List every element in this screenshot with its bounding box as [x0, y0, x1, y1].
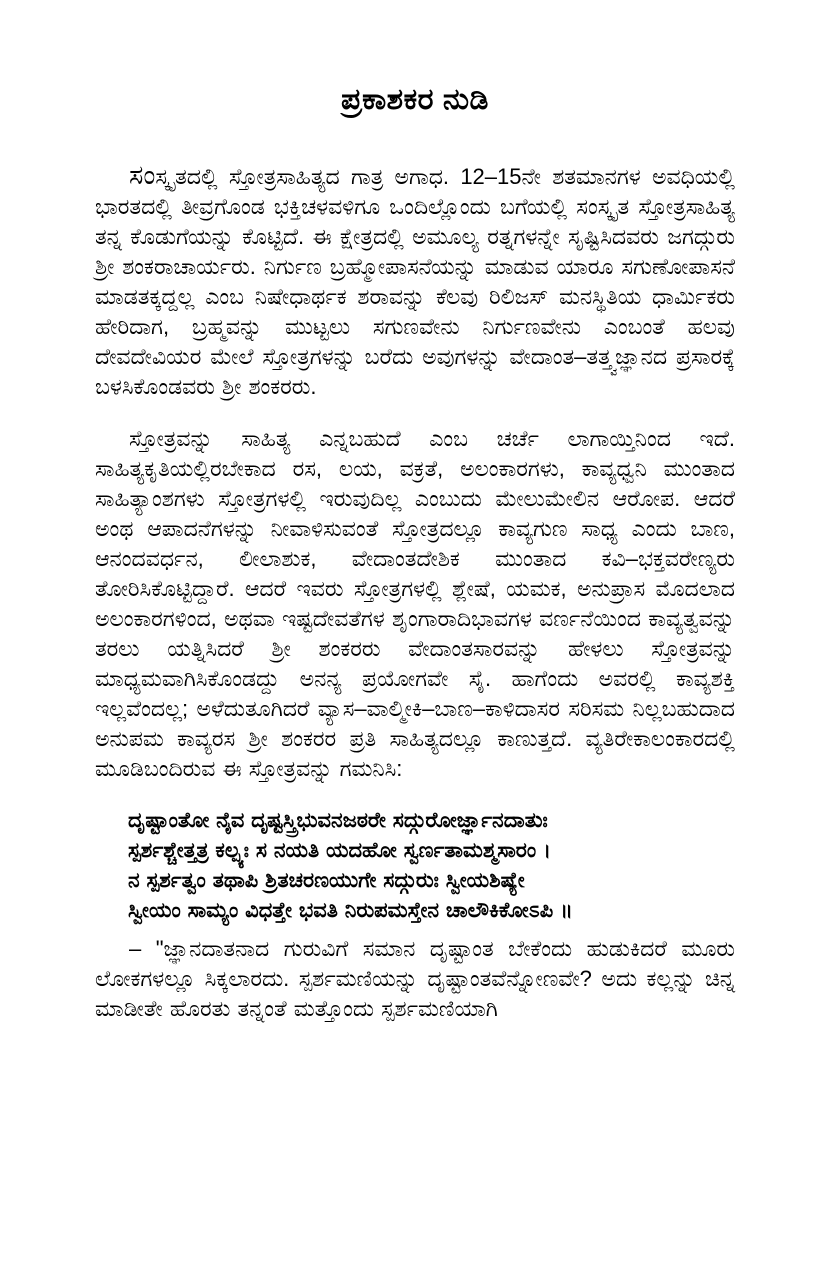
- verse-line-1: ದೃಷ್ಟಾಂತೋ ನೈವ ದೃಷ್ಟಸ್ತ್ರಿಭುವನಜಠರೇ ಸದ್ಗುರೋರ್ಜ್ಞಾನದಾತುಃ: [128, 809, 548, 832]
- page-title: ಪ್ರಕಾಶಕರ ನುಡಿ: [341, 83, 489, 116]
- paragraph-1: [95, 162, 735, 402]
- paragraph-3: – "ಜ್ಞಾನದಾತನಾದ ಗುರುವಿಗೆ ಸಮಾನ ದೃಷ್ಟಾಂತ ಬೇಕೆಂದು ಹುಡುಕಿದರೆ ಮೂರು ಲೋಕಗಳಲ್ಲೂ ಸಿಕ್ಕಲಾರದು. ಸ್ಪರ್ಶಮಣಿಯನ್ನು ದೃಷ್ಟಾಂತವೆನ್ನೋಣವೇ? ಅದು ಕಲ್ಲನ್ನು ಚಿನ್ನ ಮಾಡೀತೇ ಹೊರತು ತನ್ನಂತೆ ಮತ್ತೊಂದು ಸ್ಪರ್ಶಮಣಿಯಾಗಿ: [95, 936, 735, 1021]
- verse-line-4: ಸ್ವೀಯಂ ಸಾಮ್ಯಂ ವಿಧತ್ತೇ ಭವತಿ ನಿರುಪಮಸ್ತೇನ ಚಾಲೌಕಿಕೋಽಪಿ ॥: [128, 899, 573, 922]
- paragraph-1-text: ಸ್ಕೃತದಲ್ಲಿ ಸ್ತೋತ್ರಸಾಹಿತ್ಯದ ಗಾತ್ರ ಅಗಾಧ. 12–15ನೇ ಶತಮಾನಗಳ ಅವಧಿಯಲ್ಲಿ ಭಾರತದಲ್ಲಿ ತೀವ್ರಗೊಂಡ ಭಕ್ತಿಚಳವಳಿಗೂ ಒಂದಿಲ್ಲೊಂದು ಬಗೆಯಲ್ಲಿ ಸಂಸ್ಕೃತ ಸ್ತೋತ್ರಸಾಹಿತ್ಯ ತನ್ನ ಕೊಡುಗೆಯನ್ನು ಕೊಟ್ಟಿದೆ. ಈ ಕ್ಷೇತ್ರದಲ್ಲಿ ಅಮೂಲ್ಯ ರತ್ನಗಳನ್ನೇ ಸೃಷ್ಟಿಸಿದವರು ಜಗದ್ಗುರು ಶ್ರೀ ಶಂಕರಾಚಾರ್ಯರು. ನಿರ್ಗುಣ ಬ್ರಹ್ಮೋಪಾಸನೆಯನ್ನು ಮಾಡುವ ಯಾರೂ ಸಗುಣೋಪಾಸನೆ ಮಾಡತಕ್ಕದ್ದಲ್ಲ ಎಂಬ ನಿಷೇಧಾರ್ಥಕ ಶರಾವನ್ನು ಕೆಲವು ರಿಲಿಜಸ್ ಮನಸ್ಥಿತಿಯ ಧಾರ್ಮಿಕರು ಹೇರಿದಾಗ, ಬ್ರಹ್ಮವನ್ನು ಮುಟ್ಟಲು ಸಗುಣವೇನು ನಿರ್ಗುಣವೇನು ಎಂಬಂತೆ ಹಲವು ದೇವದೇವಿಯರ ಮೇಲೆ ಸ್ತೋತ್ರಗಳನ್ನು ಬರೆದು ಅವುಗಳನ್ನು ವೇದಾಂತ–ತತ್ತ್ವಜ್ಞಾನದ ಪ್ರಸಾರಕ್ಕೆ ಬಳಸಿಕೊಂಡವರು ಶ್ರೀ ಶಂಕರರು.: [95, 164, 735, 399]
- sanskrit-verse-block: [128, 806, 735, 926]
- body-text-block: [95, 118, 735, 1024]
- page-content-area: [95, 0, 735, 1024]
- paragraph-1-lead-glyph: ಸಂ: [129, 160, 156, 190]
- verse-line-2: ಸ್ಪರ್ಶಶ್ಚೇತ್ತತ್ರ ಕಲ್ಪ್ಯಃ ಸ ನಯತಿ ಯದಹೋ ಸ್ವರ್ಣತಾಮಶ್ಮಸಾರಂ ।: [128, 839, 552, 862]
- paragraph-2: ಸ್ತೋತ್ರವನ್ನು ಸಾಹಿತ್ಯ ಎನ್ನಬಹುದೆ ಎಂಬ ಚರ್ಚೆ ಲಾಗಾಯ್ತಿನಿಂದ ಇದೆ. ಸಾಹಿತ್ಯಕೃತಿಯಲ್ಲಿರಬೇಕಾದ ರಸ, ಲಯ, ವಕ್ರತೆ, ಅಲಂಕಾರಗಳು, ಕಾವ್ಯಧ್ವನಿ ಮುಂತಾದ ಸಾಹಿತ್ಯಾಂಶಗಳು ಸ್ತೋತ್ರಗಳಲ್ಲಿ ಇರುವುದಿಲ್ಲ ಎಂಬುದು ಮೇಲುಮೇಲಿನ ಆರೋಪ. ಆದರೆ ಅಂಥ ಆಪಾದನೆಗಳನ್ನು ನೀವಾಳಿಸುವಂತೆ ಸ್ತೋತ್ರದಲ್ಲೂ ಕಾವ್ಯಗುಣ ಸಾಧ್ಯ ಎಂದು ಬಾಣ, ಆನಂದವರ್ಧನ, ಲೀಲಾಶುಕ, ವೇದಾಂತದೇಶಿಕ ಮುಂತಾದ ಕವಿ–ಭಕ್ತವರೇಣ್ಯರು ತೋರಿಸಿಕೊಟ್ಟಿದ್ದಾರೆ. ಆದರೆ ಇವರು ಸ್ತೋತ್ರಗಳಲ್ಲಿ ಶ್ಲೇಷೆ, ಯಮಕ, ಅನುಪ್ರಾಸ ಮೊದಲಾದ ಅಲಂಕಾರಗಳಿಂದ, ಅಥವಾ ಇಷ್ಟದೇವತೆಗಳ ಶೃಂಗಾರಾದಿಭಾವಗಳ ವರ್ಣನೆಯಿಂದ ಕಾವ್ಯತ್ವವನ್ನು ತರಲು ಯತ್ನಿಸಿದರೆ ಶ್ರೀ ಶಂಕರರು ವೇದಾಂತಸಾರವನ್ನು ಹೇಳಲು ಸ್ತೋತ್ರವನ್ನು ಮಾಧ್ಯಮವಾಗಿಸಿಕೊಂಡದ್ದು ಅನನ್ಯ ಪ್ರಯೋಗವೇ ಸೈ. ಹಾಗೆಂದು ಅವರಲ್ಲಿ ಕಾವ್ಯಶಕ್ತಿ ಇಲ್ಲವೆಂದಲ್ಲ; ಅಳೆದುತೂಗಿದರೆ ವ್ಯಾಸ–ವಾಲ್ಮೀಕಿ–ಬಾಣ–ಕಾಳಿದಾಸರ ಸರಿಸಮ ನಿಲ್ಲಬಹುದಾದ ಅನುಪಮ ಕಾವ್ಯರಸ ಶ್ರೀ ಶಂಕರರ ಪ್ರತಿ ಸಾಹಿತ್ಯದಲ್ಲೂ ಕಾಣುತ್ತದೆ. ವ್ಯತಿರೇಕಾಲಂಕಾರದಲ್ಲಿ ಮೂಡಿಬಂದಿರುವ ಈ ಸ್ತೋತ್ರವನ್ನು ಗಮನಿಸಿ:: [95, 426, 735, 781]
- verse-line-3: ನ ಸ್ಪರ್ಶತ್ವಂ ತಥಾಪಿ ಶ್ರಿತಚರಣಯುಗೇ ಸದ್ಗುರುಃ ಸ್ವೀಯಶಿಷ್ಯೇ: [128, 869, 525, 892]
